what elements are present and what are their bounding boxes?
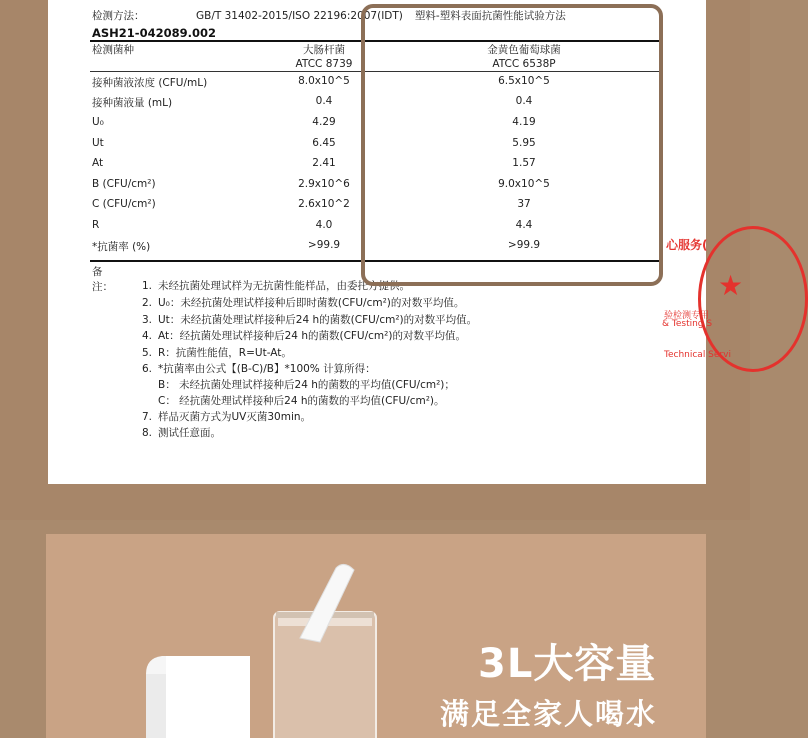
row-value-strain2: >99.9: [507, 239, 541, 251]
row-value-strain2: 1.57: [512, 157, 536, 169]
header-label: 检测菌种: [92, 44, 134, 56]
results-highlight-frame: [361, 4, 663, 286]
row-label: 接种菌液浓度 (CFU/mL): [92, 77, 208, 89]
note-number: 8.: [142, 427, 153, 439]
note-item: [142, 361, 376, 376]
note-text: C： 经抗菌处理试样接种后24 h的菌数的平均值(CFU/cm²)。: [158, 395, 445, 407]
note-number: 1.: [142, 280, 153, 292]
row-value-strain1: 4.0: [315, 219, 333, 231]
strain2-name: 金黄色葡萄球菌: [487, 44, 561, 56]
note-number: 6.: [142, 363, 153, 375]
note-text: 未经抗菌处理试样为无抗菌性能样品，由委托方提供。: [158, 280, 410, 292]
note-text: U₀：未经抗菌处理试样接种后即时菌数(CFU/cm²)的对数平均值。: [158, 297, 465, 309]
row-label: U₀: [92, 116, 104, 128]
test-report-sheet: [48, 0, 744, 484]
note-text: R：抗菌性能值，R=Ut-At。: [158, 347, 292, 359]
note-text: At：经抗菌处理试样接种后24 h的菌数(CFU/cm²)的对数平均值。: [158, 330, 466, 342]
strain2-code: ATCC 6538P: [492, 58, 556, 70]
row-value-strain1: 6.45: [312, 137, 336, 149]
row-value-strain2: 9.0x10^5: [498, 178, 550, 190]
notes-title: 备注：: [92, 266, 113, 293]
strain1-code: ATCC 8739: [295, 58, 353, 70]
row-value-strain2: 6.5x10^5: [498, 75, 550, 87]
seal-mid-text: 验检测专用: [664, 311, 710, 321]
note-item: [142, 425, 221, 440]
note-text: 测试任意面。: [158, 427, 221, 439]
note-item: [142, 393, 445, 408]
row-label: B (CFU/cm²): [92, 178, 156, 190]
row-label: At: [92, 157, 104, 169]
seal-top-text: 心服务(: [666, 238, 708, 252]
note-number: 5.: [142, 347, 153, 359]
method-name: 塑料-塑料表面抗菌性能试验方法: [414, 10, 566, 22]
note-item: [142, 328, 466, 343]
row-value-strain1: 4.29: [312, 116, 336, 128]
note-item: [142, 295, 464, 310]
row-label: 接种菌液量 (mL): [92, 97, 173, 109]
note-text: B： 未经抗菌处理试样接种后24 h的菌数的平均值(CFU/cm²)；: [158, 379, 455, 391]
row-label: C (CFU/cm²): [92, 198, 156, 210]
seal-en-text: & Testing S: [662, 319, 713, 329]
row-value-strain1: 2.9x10^6: [298, 178, 350, 190]
row-value-strain2: 4.4: [515, 219, 533, 231]
note-number: 4.: [142, 330, 153, 342]
method-standard: GB/T 31402-2015/ISO 22196:2007(IDT): [196, 10, 403, 22]
note-item: [142, 409, 311, 424]
row-value-strain1: >99.9: [307, 239, 341, 251]
note-number: 3.: [142, 314, 153, 326]
note-text: Ut：未经抗菌处理试样接种后24 h的菌数(CFU/cm²)的对数平均值。: [158, 314, 478, 326]
note-item: [142, 312, 477, 327]
row-label: R: [92, 219, 100, 231]
method-label: 检测方法：: [92, 10, 145, 22]
note-item: [142, 377, 455, 392]
row-label: *抗菌率 (%): [92, 241, 151, 253]
note-text: 样品灭菌方式为UV灭菌30min。: [158, 411, 312, 423]
note-item: [142, 345, 292, 360]
dispenser-body-icon: [146, 656, 250, 738]
seal-bottom-text: Technical Servi: [664, 350, 731, 360]
strain1-name: 大肠杆菌: [303, 44, 345, 56]
row-value-strain2: 0.4: [515, 95, 533, 107]
promo-title: 3L大容量: [478, 641, 657, 687]
row-value-strain1: 2.41: [312, 157, 336, 169]
capacity-promo-panel: [46, 534, 706, 738]
row-value-strain2: 37: [517, 198, 531, 210]
row-value-strain1: 0.4: [315, 95, 333, 107]
row-label: Ut: [92, 137, 104, 149]
note-number: 7.: [142, 411, 153, 423]
row-value-strain1: 8.0x10^5: [298, 75, 350, 87]
note-number: 2.: [142, 297, 153, 309]
note-text: *抗菌率由公式【(B-C)/B】*100% 计算所得：: [158, 363, 376, 375]
row-value-strain1: 2.6x10^2: [298, 198, 350, 210]
seal-star-icon: ★: [718, 269, 744, 302]
promo-subtitle: 满足全家人喝水: [440, 697, 658, 731]
report-number: ASH21-042089.002: [92, 26, 216, 40]
row-value-strain2: 5.95: [512, 137, 536, 149]
row-value-strain2: 4.19: [512, 116, 536, 128]
